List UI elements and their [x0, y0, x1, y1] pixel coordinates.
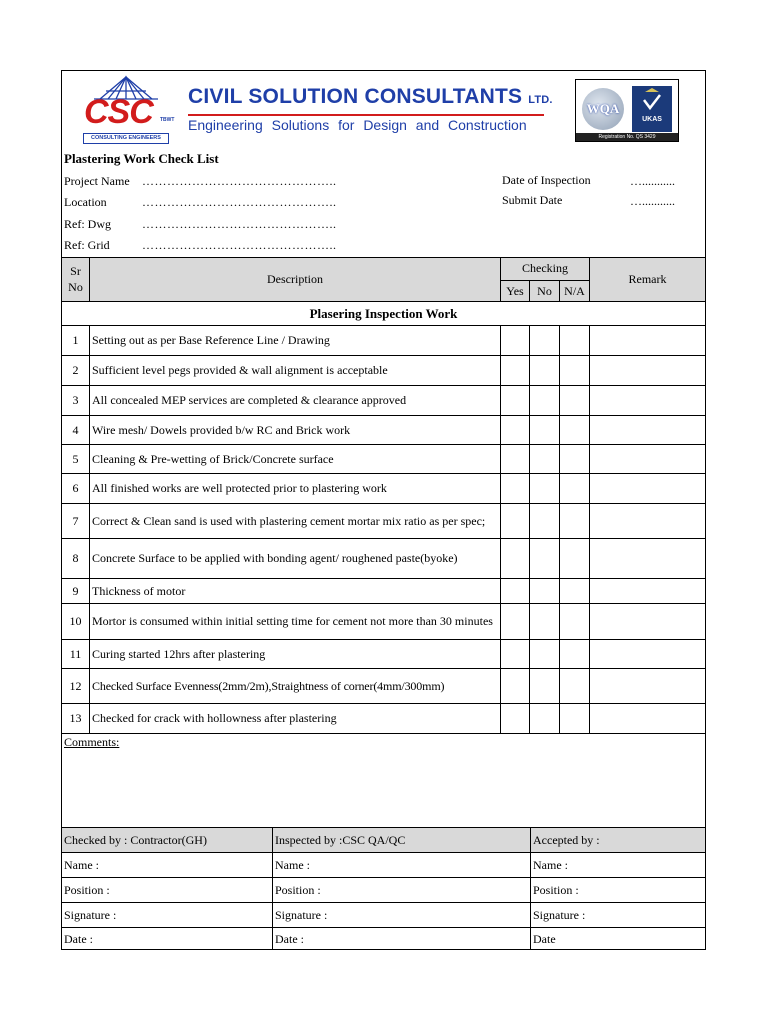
accepted-by-position[interactable]: Position :: [533, 882, 579, 897]
na-header: N/A: [564, 283, 585, 298]
logo-sub: TBWT: [160, 117, 175, 123]
row-description: Checked for crack with hollowness after plastering: [92, 711, 337, 725]
accepted-by-header: Accepted by :: [533, 832, 600, 847]
location-label: Location: [64, 195, 107, 209]
checked-by-header: Checked by : Contractor(GH): [64, 832, 207, 847]
col-border: [89, 325, 90, 733]
yes-header: Yes: [506, 283, 524, 298]
ref-dwg-label: Ref: Dwg: [64, 217, 111, 231]
certification-badge: [575, 79, 679, 142]
sr-no-header: Sr No: [68, 264, 83, 294]
row-number: 6: [72, 481, 79, 495]
logo-caption: CONSULTING ENGINEERS: [83, 133, 169, 144]
logo-abbr: CSC: [84, 93, 153, 131]
ref-grid-field[interactable]: ………………………………………..: [142, 238, 337, 252]
checked-by-name[interactable]: Name :: [64, 857, 99, 872]
row-number: 10: [69, 614, 82, 628]
row-number: 8: [72, 551, 79, 565]
row-description: Correct & Clean sand is used with plastering cement mortar mix ratio as per spec;: [92, 513, 486, 528]
col-border: [500, 325, 501, 733]
row-number: 9: [72, 583, 79, 598]
header-rule: [188, 114, 544, 116]
row-description: Curing started 12hrs after plastering: [92, 646, 266, 661]
row-description: All concealed MEP services are completed & clearance approved: [92, 393, 407, 407]
checking-header: Checking: [522, 261, 568, 275]
accepted-by-signature[interactable]: Signature :: [533, 907, 586, 922]
no-header: No: [537, 283, 552, 298]
row-border: [62, 733, 705, 734]
signoff-col-border: [272, 827, 273, 950]
row-number: 11: [69, 646, 82, 661]
row-description: All finished works are well protected prior to plastering work: [92, 481, 387, 495]
checklist-sheet: [61, 70, 706, 950]
comments-label: Comments:: [64, 735, 120, 749]
row-description: Thickness of motor: [92, 583, 186, 598]
signoff-row-border: [62, 927, 705, 928]
col-border: [589, 325, 590, 733]
row-description: Checked Surface Evenness(2mm/2m),Straightness of corner(4mm/300mm): [92, 678, 445, 693]
ref-grid-label: Ref: Grid: [64, 238, 110, 252]
col-border: [529, 325, 530, 733]
inspected-by-position[interactable]: Position :: [275, 882, 321, 897]
row-number: 13: [69, 711, 82, 725]
inspected-by-header: Inspected by :CSC QA/QC: [275, 832, 406, 847]
company-tagline: Engineering Solutions for Design and Construction: [188, 117, 527, 133]
row-description: Sufficient level pegs provided & wall alignment is acceptable: [92, 363, 388, 377]
location-field[interactable]: ………………………………………..: [142, 195, 337, 209]
project-name-label: Project Name: [64, 174, 130, 188]
date-of-inspection-label: Date of Inspection: [502, 173, 591, 187]
row-number: 7: [72, 513, 79, 528]
row-description: Concrete Surface to be applied with bonding agent/ roughened paste(byoke): [92, 551, 458, 565]
form-title: Plastering Work Check List: [64, 151, 219, 166]
row-number: 1: [72, 333, 79, 347]
company-name: [188, 85, 553, 109]
submit-date-label: Submit Date: [502, 193, 563, 207]
accepted-by-name[interactable]: Name :: [533, 857, 568, 872]
inspected-by-name[interactable]: Name :: [275, 857, 310, 872]
col-border: [559, 325, 560, 733]
company-suffix: LTD.: [528, 94, 553, 106]
row-description: Mortor is consumed within initial setting time for cement not more than 30 minutes: [92, 614, 493, 628]
accepted-by-date[interactable]: Date: [533, 931, 556, 946]
registration-number: Registration No. QS 3429: [576, 133, 678, 141]
ukas-label: UKAS: [642, 116, 662, 123]
signoff-row-border: [62, 902, 705, 903]
description-header: Description: [267, 271, 323, 286]
row-description: Wire mesh/ Dowels provided b/w RC and Brick work: [92, 422, 351, 437]
row-number: 4: [72, 422, 79, 437]
row-number: 2: [72, 363, 79, 377]
row-description: Cleaning & Pre-wetting of Brick/Concrete surface: [92, 451, 334, 466]
row-number: 3: [72, 393, 79, 407]
signoff-row-border: [62, 877, 705, 878]
ref-dwg-field[interactable]: ………………………………………..: [142, 217, 337, 231]
checked-by-signature[interactable]: Signature :: [64, 907, 117, 922]
checked-by-date[interactable]: Date :: [64, 931, 93, 946]
section-title: Plasering Inspection Work: [309, 305, 458, 321]
company-name-text: CIVIL SOLUTION CONSULTANTS: [188, 85, 523, 108]
submit-date-field[interactable]: …...........: [630, 194, 675, 208]
date-of-inspection-field[interactable]: …...........: [630, 174, 675, 188]
project-name-field[interactable]: ………………………………………..: [142, 174, 337, 188]
signoff-row-border: [62, 852, 705, 853]
ukas-crown-icon: [632, 86, 672, 132]
remark-header: Remark: [628, 271, 667, 286]
comments-area[interactable]: [62, 753, 705, 826]
wqa-globe-icon: [582, 88, 624, 130]
checked-by-position[interactable]: Position :: [64, 882, 110, 897]
inspected-by-signature[interactable]: Signature :: [275, 907, 328, 922]
row-number: 12: [69, 678, 82, 693]
signoff-col-border: [530, 827, 531, 950]
csc-logo: [80, 75, 175, 143]
ukas-check-icon: [632, 86, 672, 116]
row-number: 5: [72, 451, 79, 466]
inspected-by-date[interactable]: Date :: [275, 931, 304, 946]
row-description: Setting out as per Base Reference Line / Drawing: [92, 333, 330, 347]
wqa-label: WQA: [586, 101, 620, 116]
